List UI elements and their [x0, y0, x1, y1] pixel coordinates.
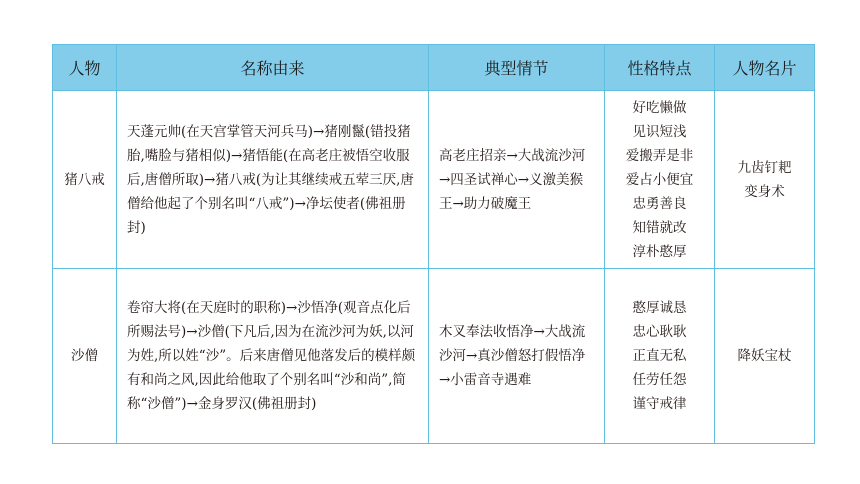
character-card-cell — [715, 91, 815, 269]
name-origin-cell: 天蓬元帅(在天宫掌管天河兵马)→猪刚鬣(错投猪胎,嘴脸与猪相似)→猪悟能(在高老庄被悟空收服后,唐僧所取)→猪八戒(为让其继续戒五荤三厌,唐僧给他起了个别名叫“八戒”)→净坛使者(佛祖册封) — [117, 91, 429, 269]
personality-trait: 忠勇善良 — [632, 195, 687, 212]
header-row — [53, 45, 815, 91]
header-character: 人物 — [53, 45, 117, 91]
personality-trait: 淳朴憨厚 — [632, 243, 687, 260]
personality-trait: 谨守戒律 — [632, 396, 687, 412]
character-cell: 猪八戒 — [53, 91, 117, 269]
personality-trait: 知错就改 — [632, 219, 687, 236]
table-row — [53, 91, 815, 269]
personality-trait: 忠心耿耿 — [632, 324, 687, 340]
personality-cell — [605, 91, 715, 269]
card-item: 变身术 — [744, 183, 785, 200]
character-cell: 沙僧 — [53, 269, 117, 444]
personality-trait: 憨厚诚恳 — [632, 300, 687, 316]
header-name-origin: 名称由来 — [117, 45, 429, 91]
name-origin-cell: 卷帘大将(在天庭时的职称)→沙悟净(观音点化后所赐法号)→沙僧(下凡后,因为在流沙河为妖,以河为姓,所以姓“沙”。后来唐僧见他落发后的模样颇有和尚之风,因此给他取了个别名叫“沙和尚”,简称“沙僧”)→金身罗汉(佛祖册封) — [117, 269, 429, 444]
personality-cell — [605, 269, 715, 444]
personality-trait: 好吃懒做 — [632, 99, 687, 116]
personality-trait: 爱搬弄是非 — [625, 147, 694, 164]
personality-trait: 见识短浅 — [632, 123, 687, 140]
character-table — [52, 44, 815, 444]
table-row — [53, 269, 815, 444]
header-personality: 性格特点 — [605, 45, 715, 91]
card-item: 降妖宝杖 — [737, 348, 792, 364]
character-card-cell — [715, 269, 815, 444]
personality-trait: 任劳任怨 — [632, 372, 687, 388]
personality-trait: 爱占小便宜 — [625, 171, 694, 188]
typical-plot-cell: 木叉奉法收悟净→大战流沙河→真沙僧怒打假悟净→小雷音寺遇难 — [429, 269, 605, 444]
header-character-card: 人物名片 — [715, 45, 815, 91]
personality-trait: 正直无私 — [632, 348, 687, 364]
card-item: 九齿钉耙 — [737, 159, 792, 176]
header-typical-plot: 典型情节 — [429, 45, 605, 91]
typical-plot-cell: 高老庄招亲→大战流沙河→四圣试禅心→义激美猴王→助力破魔王 — [429, 91, 605, 269]
